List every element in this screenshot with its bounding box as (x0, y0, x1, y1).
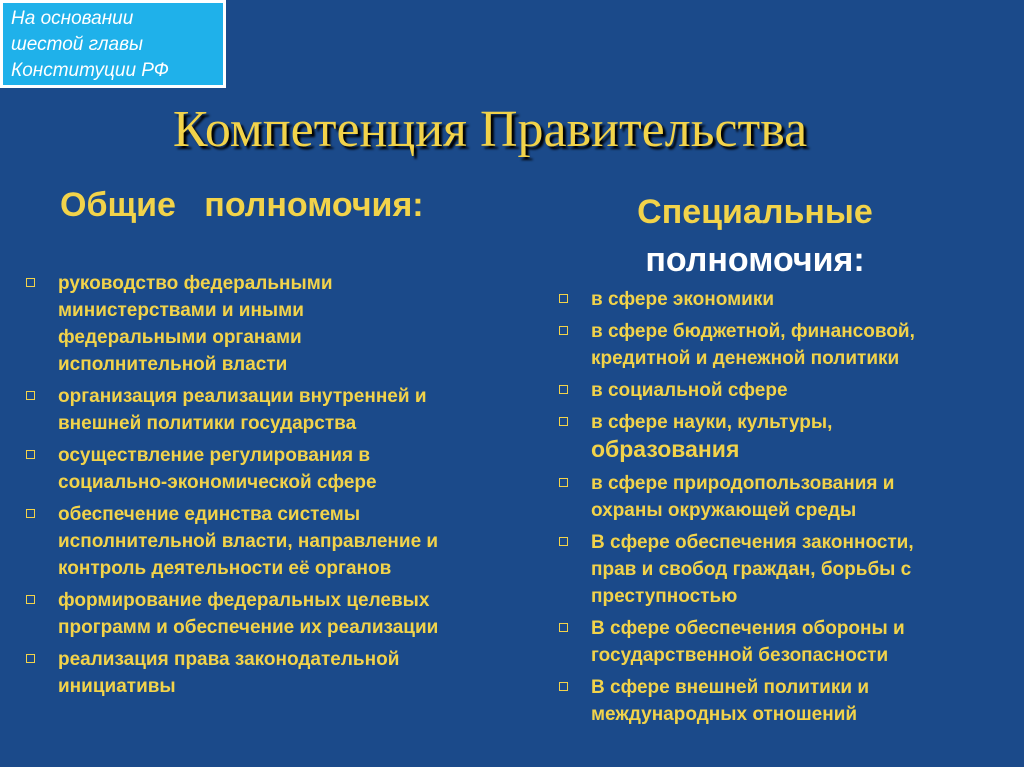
special-powers-heading (580, 188, 930, 284)
general-powers-list (20, 270, 520, 705)
source-note-line: На основании (11, 8, 134, 29)
list-item (553, 529, 1013, 610)
special-powers-heading-line1: Специальные (637, 193, 873, 231)
list-item-text: в сфере природопользования и охраны окружающей среды (591, 473, 895, 521)
list-item-text: в социальной сфере (591, 380, 788, 401)
square-bullet-icon (559, 537, 568, 546)
square-bullet-icon (559, 623, 568, 632)
list-item (20, 501, 520, 582)
list-item (20, 587, 520, 641)
list-item (553, 674, 1013, 728)
square-bullet-icon (559, 294, 568, 303)
list-item (553, 615, 1013, 669)
slide-title: Компетенция Правительства (172, 101, 808, 158)
list-item (553, 377, 1013, 404)
list-item-text: осуществление регулирования в социально-экономической сфере (58, 445, 377, 493)
special-powers-heading-line2: полномочия: (645, 241, 865, 279)
list-item-text: руководство федеральными министерствами и иными федеральными органами исполнительной власти (58, 273, 333, 375)
list-item-text: В сфере обеспечения законности, прав и свобод граждан, борьбы с преступностью (591, 532, 914, 607)
list-item-text: В сфере внешней политики и международных отношений (591, 677, 870, 725)
list-item-text: в сфере экономики (591, 289, 775, 310)
square-bullet-icon (559, 478, 568, 487)
list-item-text: реализация права законодательной инициативы (58, 649, 400, 697)
source-note-line: шестой главы (11, 34, 143, 55)
list-item-text: в сфере бюджетной, финансовой, кредитной и денежной политики (591, 321, 915, 369)
square-bullet-icon (26, 450, 35, 459)
list-item-text-large: образования (591, 436, 740, 462)
square-bullet-icon (26, 595, 35, 604)
list-item-text: В сфере обеспечения обороны и государственной безопасности (591, 618, 905, 666)
square-bullet-icon (559, 417, 568, 426)
list-item (20, 270, 520, 378)
list-item (553, 409, 1013, 465)
list-item-text: обеспечение единства системы исполнительной власти, направление и контроль деятельности её органов (58, 504, 439, 579)
list-item-text: формирование федеральных целевых программ и обеспечение их реализации (58, 590, 439, 638)
square-bullet-icon (26, 654, 35, 663)
list-item (553, 286, 1013, 313)
list-item (553, 470, 1013, 524)
square-bullet-icon (559, 682, 568, 691)
list-item-text: в сфере науки, культуры, (591, 412, 833, 433)
source-note (0, 0, 226, 88)
list-item (20, 646, 520, 700)
list-item (20, 442, 520, 496)
list-item (553, 318, 1013, 372)
general-powers-heading: Общие полномочия: (60, 186, 424, 224)
square-bullet-icon (559, 385, 568, 394)
square-bullet-icon (559, 326, 568, 335)
square-bullet-icon (26, 391, 35, 400)
special-powers-list (553, 286, 1013, 733)
list-item-text: организация реализации внутренней и внешней политики государства (58, 386, 427, 434)
source-note-line: Конституции РФ (11, 60, 169, 81)
square-bullet-icon (26, 509, 35, 518)
square-bullet-icon (26, 278, 35, 287)
list-item (20, 383, 520, 437)
